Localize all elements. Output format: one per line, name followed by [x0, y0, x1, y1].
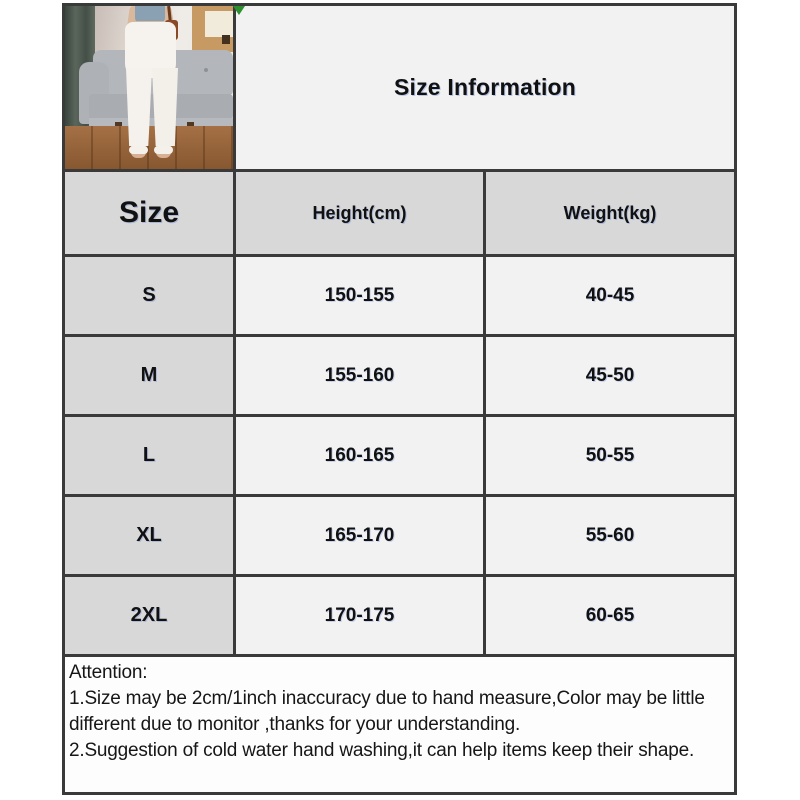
column-header-weight-label: Weight(kg): [563, 202, 657, 223]
attention-line-1: 1.Size may be 2cm/1inch inaccuracy due to hand measure,Color may be little: [69, 688, 705, 709]
attention-line-2: different due to monitor ,thanks for your understanding.: [69, 714, 521, 735]
height-value: 150-155: [324, 284, 395, 306]
attention-heading: Attention:: [69, 662, 148, 683]
height-value: 165-170: [324, 524, 395, 546]
size-label: S: [142, 284, 156, 306]
photo-cabinet-panel-shape: [205, 11, 234, 37]
photo-cabinet-shape: [192, 6, 233, 52]
weight-value: 60-65: [585, 604, 635, 626]
table-row-xl-size-cell: [65, 497, 236, 577]
table-row-s-height-cell: [236, 257, 486, 337]
table-row-s-size-cell: [65, 257, 236, 337]
column-header-weight: [486, 172, 734, 257]
size-label: L: [142, 444, 156, 466]
table-row-2xl-weight-cell: [486, 577, 734, 657]
table-row-2xl-size-cell: [65, 577, 236, 657]
size-label: XL: [136, 524, 162, 546]
column-header-height-label: Height(cm): [312, 202, 407, 223]
attention-line-3: 2.Suggestion of cold water hand washing,it can help items keep their shape.: [69, 740, 695, 761]
weight-value: 50-55: [585, 444, 635, 466]
photo-cabinet-knob-shape: [222, 35, 230, 44]
photo-wood-floor-shape: [65, 126, 233, 172]
table-row-xl-height-cell: [236, 497, 486, 577]
table-row-l-weight-cell: [486, 417, 734, 497]
column-header-size: [65, 172, 236, 257]
height-value: 155-160: [324, 364, 395, 386]
column-header-size-label: Size: [118, 196, 180, 229]
size-label: 2XL: [130, 604, 168, 626]
table-row-m-size-cell: [65, 337, 236, 417]
weight-value: 55-60: [585, 524, 635, 546]
title-cell: [236, 6, 734, 172]
weight-value: 40-45: [585, 284, 635, 306]
column-header-height: [236, 172, 486, 257]
table-row-2xl-height-cell: [236, 577, 486, 657]
photo-white-pants-left-leg-shape: [126, 68, 152, 146]
table-row-l-height-cell: [236, 417, 486, 497]
product-photo: [65, 6, 236, 172]
attention-note: [65, 657, 734, 792]
photo-sofa-button-shape: [204, 68, 208, 72]
photo-left-sandal-shape: [129, 146, 148, 154]
size-label: M: [140, 364, 158, 386]
table-row-m-weight-cell: [486, 337, 734, 417]
photo-white-pants-right-leg-shape: [152, 68, 178, 146]
size-table: [65, 6, 734, 657]
table-row-l-size-cell: [65, 417, 236, 497]
weight-value: 45-50: [585, 364, 635, 386]
table-row-s-weight-cell: [486, 257, 734, 337]
height-value: 170-175: [324, 604, 395, 626]
size-chart-sheet: [62, 3, 737, 795]
table-row-m-height-cell: [236, 337, 486, 417]
photo-right-sandal-shape: [154, 146, 173, 154]
table-row-xl-weight-cell: [486, 497, 734, 577]
height-value: 160-165: [324, 444, 395, 466]
page-title: Size Information: [393, 74, 577, 100]
